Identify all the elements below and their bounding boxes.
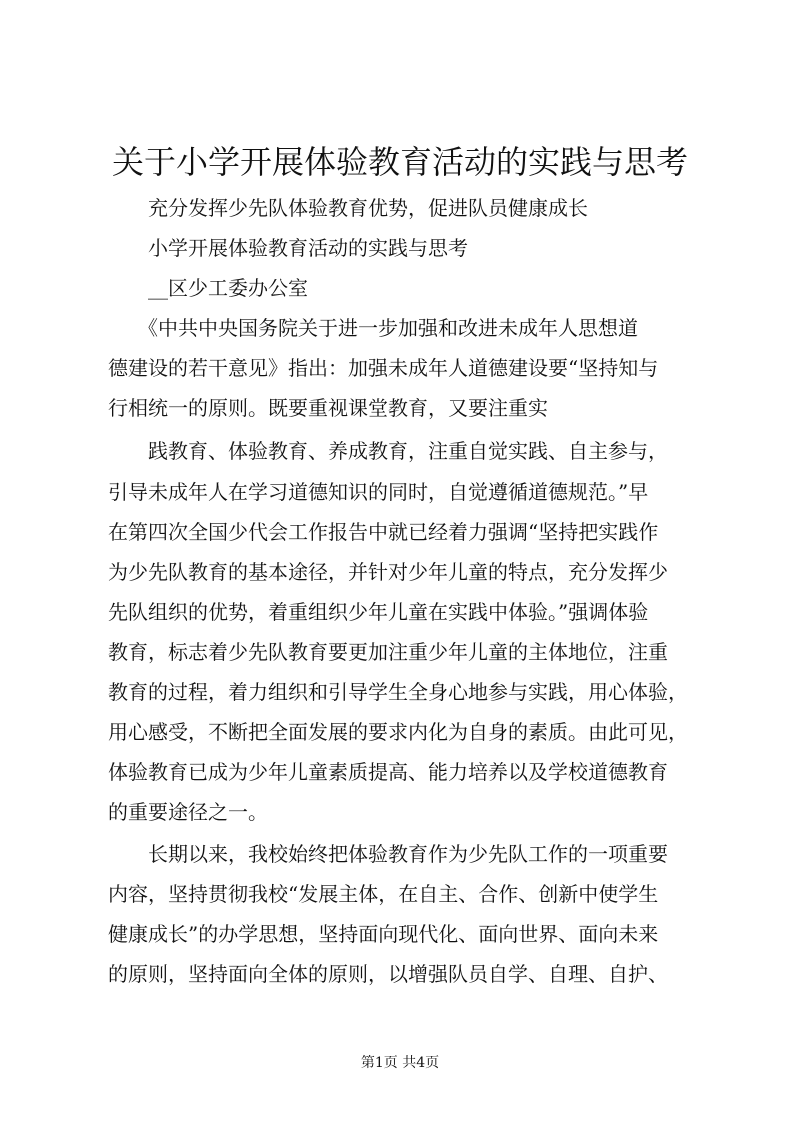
body-line: 为少先队教育的基本途径，并针对少年儿童的特点，充分发挥少 [108,560,668,584]
body-line: 行相统一的原则。既要重视课堂教育，又要注重实 [108,396,548,420]
body-line: 长期以来，我校始终把体验教育作为少先队工作的一项重要 [108,842,668,866]
body-line: 健康成长”的办学思想，坚持面向现代化、面向世界、面向未来 [108,922,659,946]
body-line: 内容，坚持贯彻我校“发展主体，在自主、合作、创新中使学生 [108,882,659,906]
body-line: 《中共中央国务院关于进一步加强和改进未成年人思想道 [108,316,638,340]
body-line: 用心感受，不断把全面发展的要求内化为自身的素质。由此可见， [108,720,688,744]
body-line: 的重要途径之一。 [108,800,268,824]
body-line: 体验教育已成为少年儿童素质提高、能力培养以及学校道德教育 [108,760,668,784]
subtitle-article-title: 小学开展体验教育活动的实践与思考 [148,236,468,260]
body-line: 先队组织的优势，着重组织少年儿童在实践中体验。”强调体验 [108,600,649,624]
body-line: 践教育、体验教育、养成教育，注重自觉实践、自主参与， [108,439,668,463]
body-line: 德建设的若干意见》指出：加强未成年人道德建设要“坚持知与 [108,356,659,380]
body-line: 引导未成年人在学习道德知识的同时，自觉遵循道德规范。”早 [108,480,649,504]
document-title: 关于小学开展体验教育活动的实践与思考 [111,143,688,181]
author-organization: __区少工委办公室 [148,276,308,300]
body-line: 教育的过程，着力组织和引导学生全身心地参与实践，用心体验， [108,680,688,704]
body-line: 教育，标志着少先队教育要更加注重少年儿童的主体地位，注重 [108,640,668,664]
body-line: 在第四次全国少代会工作报告中就已经着力强调“坚持把实践作 [108,520,659,544]
page-number-footer: 第1页 共4页 [360,1055,440,1071]
body-line: 的原则，坚持面向全体的原则，以增强队员自学、自理、自护、 [108,962,668,986]
subtitle-heading: 充分发挥少先队体验教育优势，促进队员健康成长 [148,196,588,220]
